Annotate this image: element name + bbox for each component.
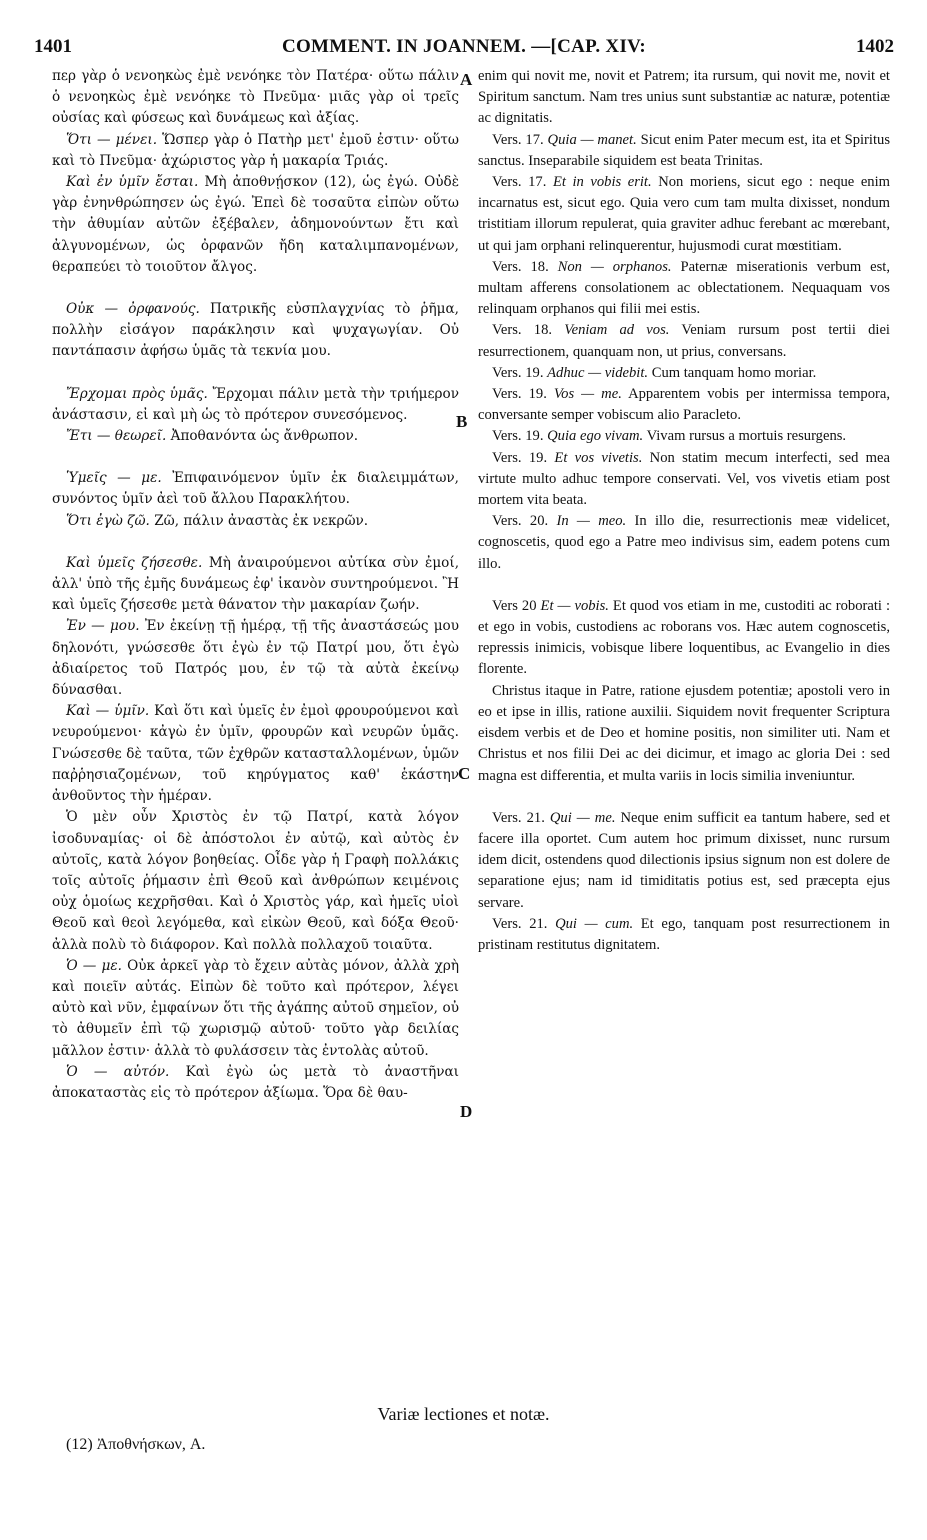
latin-paragraph: Vers. 19. Quia ego vivam. Vivam rursus a mortuis resurgens. [492,428,847,445]
footnote-12: (12) Ἀποθνήσκων, A. [66,1436,206,1453]
latin-paragraph: Vers. 17. Et in vobis erit. Non moriens, sicut ego : neque enim incarnatus est, sicut ego. Quia vero cum tam multa dixisset, nondum tristitiam illorum repulerat, quia graviter adhuc ferebant ac mœrebant, ut qui jam orphani relinquerentur, hujusmodi curat mœstitiam. [478,174,891,254]
margin-mark-d: D [460,1102,473,1121]
greek-paragraph: Ὑμεῖς — με. Ἐπιφαινόμενον ὑμῖν ἐκ διαλειμμάτων, συνόντος ὑμῖν ἀεὶ τοῦ ἄλλου Παρακλήτου. [52,470,459,508]
greek-paragraph: Καὶ — ὑμῖν. Καὶ ὅτι καὶ ὑμεῖς ἐν ἐμοὶ φρουρούμενοι καὶ νευρούμενοι· κἀγὼ ἐν ὑμῖν, φρουρῶν καὶ νευρῶν ὑμᾶς. Γνώσεσθε δὲ ταῦτα, τῶν ἐχθρῶν κατασταλλομένων, ὑμῶν παῤῥησιαζομένων, τοῦ κηρύγματος καθ' ἑκάστην ἀνθοῦντος τὴν ἡμέραν. [52,703,459,805]
margin-mark-b: B [456,412,468,431]
latin-paragraph: Christus itaque in Patre, ratione ejusdem potentiæ; apostoli vero in eo et ipse in illis, ratione auxilii. Siquidem novit frequenter Scriptura eisdem verbis et de Deo et homine positis, non similiter uti. Nam et Christus et nos filii Dei ac dei dicimur, et imago ac gloria Dei : sed magna est differentia, et multa variis in locis similia inveniuntur. [478,682,890,784]
latin-paragraph: Vers. 21. Qui — me. Neque enim sufficit ea tantum habere, sed et facere illa oportet. Cum autem hoc primum dixisset, nunc rursum idem dicit, ostendens quod dilectionis ipsius signum non est dolere de separatione ejus; nam id timiditatis potius est, sed præcepta ejus servare. [478,809,890,911]
latin-column [478,66,890,956]
running-header [34,36,894,62]
latin-paragraph: Vers. 19. Adhuc — videbit. Cum tanquam homo moriar. [492,364,817,381]
footnotes-heading: Variæ lectiones et notæ. [377,1404,550,1424]
greek-paragraph: Ὁ — με. Οὐκ ἀρκεῖ γὰρ τὸ ἔχειν αὐτὰς μόνον, ἀλλὰ χρὴ καὶ ποιεῖν αὐτάς. Εἰπὼν δὲ τοῦτο καὶ πρότερον, λέγει αὐτὸ καὶ νῦν, ἐμφαίνων ὅτι τῆς ἀγάπης αὐτοῦ σημεῖον, οὐ τὸ ἀθυμεῖν ἐπὶ τῷ χωρισμῷ αὐτοῦ· τοῦτο γὰρ δειλίας μᾶλλον ἐστιν· ἀλλὰ τὸ φυλάσσειν τὰς ἐντολὰς αὐτοῦ. [52,957,459,1059]
latin-paragraph: Vers. 19. Vos — me. Apparentem vobis per intermissa tempora, conversante semper vobiscum alio Paracleto. [478,386,890,424]
running-title: COMMENT. IN JOANNEM. —[CAP. XIV: [281,36,647,57]
latin-paragraph: enim qui novit me, novit et Patrem; ita rursum, qui novit me, novit et Spiritum sanctum. Nam tres unius sunt substantiæ ac naturæ, potentiæ ac dignitatis. [478,68,890,127]
greek-paragraph: Ὁ — αὐτόν. Καὶ ἐγὼ ὡς μετὰ τὸ ἀναστῆναι ἀποκαταστὰς εἰς τὸ πρότερον ἀξίωμα. Ὅρα δὲ θαυ- [52,1063,459,1101]
latin-paragraph: Vers. 21. Qui — cum. Et ego, tanquam post resurrectionem in pristinam restitutus dignitatem. [478,915,890,953]
greek-paragraph: Οὐκ — ὀρφανούς. Πατρικῆς εὐσπλαγχνίας τὸ ῥῆμα, πολλὴν εἰσάγον παράκλησιν καὶ ψυχαγωγίαν. Οὐ παντάπασιν ἀφήσω ὑμᾶς τὰ τεκνία μου. [52,301,459,360]
greek-paragraph: Ἐν — μου. Ἐν ἐκείνῃ τῇ ἡμέρᾳ, τῇ τῆς ἀναστάσεώς μου δηλονότι, γνώσεσθε ὅτι ἐγὼ ἐν τῷ Πατρί μου, ὅτι ἐγὼ ἀδιαίρετος τοῦ Πατρός μου, ἐν τῷ τὰ αὐτὰ ἐκείνῳ δύνασθαι. [52,618,459,699]
page-number-right: 1402 [856,36,894,57]
greek-paragraph: Καὶ ἐν ὑμῖν ἔσται. Μὴ ἀποθνῄσκον (12), ὡς ἐγώ. Οὐδὲ γὰρ ἐνηνθρώπησεν ὡς ἐγώ. Ἐπεὶ δὲ τοσαῦτα εἰπὼν οὕτω τὴν ἀθυμίαν αὐτῶν ἐξέβαλεν, ἀδημονούντων ἔτι καὶ ἀλγυνομένων, ὡς ὀρφανῶν ἤδη καταλιμπανομένων, θεραπεύει τὸ τοιοῦτον ἄλγος. [52,174,460,275]
greek-paragraph: Ὅτι ἐγὼ ζῶ. Ζῶ, πάλιν ἀναστὰς ἐκ νεκρῶν. [66,512,369,529]
greek-paragraph: περ γὰρ ὁ νενοηκὼς ἐμὲ νενόηκε τὸν Πατέρα· οὕτω πάλιν ὁ νενοηκὼς ἐμὲ νενόηκε τὸ Πνεῦμα· μιᾶς γὰρ οἱ τρεῖς οὐσίας καὶ φύσεως καὶ δυνάμεως καὶ ἀξίας. [52,68,459,127]
margin-mark-c: C [458,764,471,783]
latin-paragraph: Vers. 20. In — meo. In illo die, resurrectionis meæ videlicet, cognoscetis, quod ego a Patre meo indivisus sim, eadem potens cum illo. [478,513,890,572]
greek-paragraph: Καὶ ὑμεῖς ζήσεσθε. Μὴ ἀναιρούμενοι αὐτίκα σὺν ἐμοί, ἀλλ' ὑπὸ τῆς ἐμῆς δυνάμεως ἐφ' ἱκανὸν συντηρούμενοι. Ἢ καὶ ὑμεῖς ζήσεσθε μετὰ θάνατον τὴν μακαρίαν ζωήν. [52,554,460,614]
greek-paragraph: Ἔτι — θεωρεῖ. Ἀποθανόντα ὡς ἄνθρωπον. [66,428,359,445]
greek-column [52,66,459,1104]
latin-paragraph: Vers 20 Et — vobis. Et quod vos etiam in me, custoditi ac roborati : et ego in vobis, custodiens ac roborans vos. Hæc autem cognoscetis, repressis inimicis, vobisque libere loquentibus, ac Evangelio in dies florente. [478,597,890,678]
greek-paragraph: Ὁ μὲν οὖν Χριστὸς ἐν τῷ Πατρί, κατὰ λόγον ἰσοδυναμίας· οἱ δὲ ἀπόστολοι ἐν αὐτῷ, καὶ αὐτὸς ἐν αὐτοῖς, κατὰ λόγον βοηθείας. Οἶδε γὰρ ἡ Γραφὴ πολλάκις τοῖς αὐτοῖς ῥήμασιν ἐπὶ Θεοῦ καὶ ἀνθρώπων κειμένοις οὐχ ὁμοίως κεχρῆσθαι. Καὶ ὁ Χριστὸς γάρ, καὶ ἡμεῖς υἱοὶ Θεοῦ καὶ θεοὶ λεγόμεθα, καὶ εἰκὼν Θεοῦ, καὶ δόξα Θεοῦ· ἀλλὰ πολὺ τὸ διάφορον. Καὶ πολλὰ πολλαχοῦ τοιαῦτα. [52,809,459,953]
latin-paragraph: Vers. 17. Quia — manet. Sicut enim Pater mecum est, ita et Spiritus sanctus. Inseparabile siquidem est beata Trinitas. [478,131,891,169]
margin-mark-a: A [460,70,473,89]
page-number-left: 1401 [34,36,72,57]
greek-paragraph: Ὅτι — μένει. Ὥσπερ γὰρ ὁ Πατὴρ μετ' ἐμοῦ ἐστιν· οὕτω καὶ τὸ Πνεῦμα· ἀχώριστος γὰρ ἡ μακαρία Τριάς. [52,131,460,169]
latin-paragraph: Vers. 19. Et vos vivetis. Non statim mecum interfecti, sed mea virtute multo adhuc tempore conservati. Vel, vos vivetis etiam post mortem vita beata. [478,449,890,509]
latin-paragraph: Vers. 18. Non — orphanos. Paternæ miserationis verbum est, multam afferens consolationem ac oblectationem. Nequaquam vos relinquam orphanos qui filii mei estis. [478,258,890,318]
latin-paragraph: Vers. 18. Veniam ad vos. Veniam rursum post tertii diei resurrectionem, quanquam non, ut prius, conversans. [478,322,890,360]
greek-paragraph: Ἔρχομαι πρὸς ὑμᾶς. Ἔρχομαι πάλιν μετὰ τὴν τριήμερον ἀνάστασιν, εἰ καὶ μὴ ὡς τὸ πρότερον συνεσόμενος. [52,385,459,423]
